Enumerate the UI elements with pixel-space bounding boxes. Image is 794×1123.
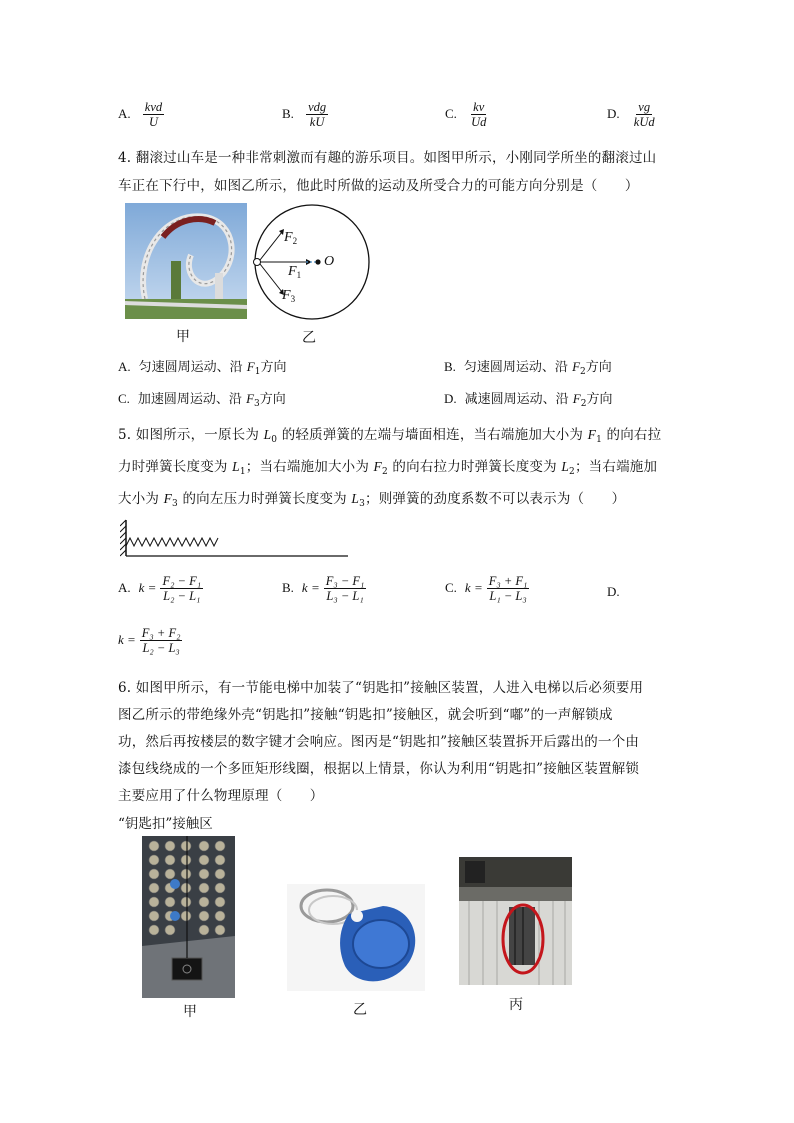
option-letter: D. <box>444 391 457 406</box>
sub: 1 <box>254 367 261 377</box>
option-letter: A. <box>118 359 131 374</box>
denominator: kUd <box>633 115 655 129</box>
fraction <box>306 100 328 129</box>
caption-yi-q6: 乙 <box>353 1002 367 1018</box>
q4-option-d[interactable] <box>444 388 612 409</box>
numerator: F₃ + F₁ <box>488 574 528 588</box>
q5-stem-line1: 5. 如图所示，一原长为 $L_0$ 的轻质弹簧的左端与墙面相连，当右端施加大小为 $F_1$ 的向右拉 <box>118 427 662 445</box>
q3-option-b[interactable] <box>282 100 328 129</box>
numerator: vg <box>638 100 651 114</box>
numerator: F₂ − F₁ <box>162 574 202 588</box>
k-equals: k = <box>301 580 320 595</box>
fraction <box>469 100 488 129</box>
fraction <box>143 100 164 129</box>
fraction <box>632 100 657 129</box>
numerator: F₃ + F₂ <box>141 626 181 640</box>
fraction <box>487 574 530 603</box>
option-letter: A. <box>118 580 131 595</box>
option-text: 方向 <box>260 360 287 375</box>
key-fob-photo <box>287 884 425 991</box>
numerator: F₃ − F₁ <box>325 574 365 588</box>
denominator: L₁ − L₃ <box>489 589 527 603</box>
option-text: 方向 <box>259 392 286 407</box>
coil-photo <box>459 857 572 985</box>
q6-stem-line3: 功，然后再按楼层的数字键才会响应。图丙是“钥匙扣”接触区装置拆开后露出的一个由 <box>118 734 640 750</box>
option-letter: A. <box>118 106 131 121</box>
force-diagram <box>250 202 375 327</box>
q6-stem-line4: 漆包线绕成的一个多匝矩形线圈，根据以上情景，你认为利用“钥匙扣”接触区装置解锁 <box>118 761 640 777</box>
caption-yi: 乙 <box>302 330 316 346</box>
denominator: Ud <box>471 115 487 129</box>
fraction <box>324 574 367 603</box>
option-text: 匀速圆周运动、沿 <box>138 360 247 375</box>
denominator: L₂ − L₃ <box>142 641 180 655</box>
o-label: O <box>324 254 335 269</box>
q6-stem-line5: 主要应用了什么物理原理（ ） <box>118 788 324 804</box>
sub: 2 <box>580 399 587 409</box>
denominator: kU <box>309 115 325 129</box>
var: F <box>572 391 581 406</box>
f1-label: $F_1$ <box>288 264 302 280</box>
option-letter: C. <box>445 580 457 595</box>
option-letter: C. <box>445 106 457 121</box>
q5-option-c[interactable] <box>445 574 529 603</box>
q4-option-b[interactable] <box>444 356 612 377</box>
q6-stem-line1: 6. 如图甲所示，有一节能电梯中加装了“钥匙扣”接触区装置，人进入电梯以后必须要用 <box>118 680 644 696</box>
q5-option-b[interactable] <box>282 574 366 603</box>
q4-option-c[interactable] <box>118 388 286 409</box>
contact-area-label: “钥匙扣”接触区 <box>118 816 213 832</box>
option-letter: B. <box>282 580 294 595</box>
f3-label: $F_3$ <box>282 288 296 304</box>
option-text: 减速圆周运动、沿 <box>464 392 573 407</box>
option-text: 方向 <box>585 360 612 375</box>
option-text: 方向 <box>586 392 613 407</box>
caption-jia-q6: 甲 <box>183 1004 197 1020</box>
sub: 3 <box>254 399 260 409</box>
denominator: L₂ − L₁ <box>163 589 201 603</box>
q4-stem-line1: 4. 翻滚过山车是一种非常刺激而有趣的游乐项目。如图甲所示，小刚同学所坐的翻滚过山 <box>118 150 657 166</box>
q3-option-a[interactable] <box>118 100 164 129</box>
option-text: 匀速圆周运动、沿 <box>463 360 573 375</box>
k-equals: k = <box>118 632 136 647</box>
roller-coaster-photo <box>125 203 247 319</box>
elevator-panel-photo <box>142 836 235 998</box>
option-letter: B. <box>282 106 294 121</box>
q5-option-d-label[interactable] <box>607 584 628 600</box>
numerator: kvd <box>144 100 163 114</box>
q4-stem-line2: 车正在下行中，如图乙所示，他此时所做的运动及所受合力的可能方向分别是（ ） <box>118 178 639 194</box>
option-letter: D. <box>607 584 620 599</box>
q5-option-a[interactable] <box>118 574 203 603</box>
sub: 2 <box>580 367 586 377</box>
option-letter: C. <box>118 391 130 406</box>
fraction <box>160 574 203 603</box>
var: F <box>246 391 255 406</box>
q5-stem-line2: 力时弹簧长度变为 $L_1$；当右端施加大小为 $F_2$ 的向右拉力时弹簧长度变为 $L_2$；当右端施加 <box>118 459 658 477</box>
var: F <box>246 359 255 374</box>
k-equals: k = <box>138 580 157 595</box>
denominator: U <box>148 115 158 129</box>
q6-stem-line2: 图乙所示的带绝缘外壳“钥匙扣”接触“钥匙扣”接触区，就会听到“嘟”的一声解锁成 <box>118 707 613 723</box>
spring-diagram <box>120 518 350 560</box>
k-equals: k = <box>464 580 483 595</box>
var: F <box>572 359 581 374</box>
numerator: vdg <box>308 100 327 114</box>
numerator: kv <box>473 100 485 114</box>
denominator: L₃ − L₁ <box>326 589 364 603</box>
caption-jia: 甲 <box>176 329 190 345</box>
q3-option-c[interactable] <box>445 100 488 129</box>
q5-stem-line3: 大小为 $F_3$ 的向左压力时弹簧长度变为 $L_3$；则弹簧的劲度系数不可以表示为（ ） <box>118 491 626 509</box>
q4-option-a[interactable] <box>118 356 286 377</box>
fraction <box>140 626 183 655</box>
option-letter: B. <box>444 359 456 374</box>
option-text: 加速圆周运动、沿 <box>137 392 247 407</box>
option-letter: D. <box>607 106 620 121</box>
f2-label: $F_2$ <box>284 230 298 246</box>
q5-option-d[interactable] <box>118 626 182 655</box>
caption-bing: 丙 <box>509 997 523 1013</box>
q3-option-d[interactable] <box>607 100 657 129</box>
